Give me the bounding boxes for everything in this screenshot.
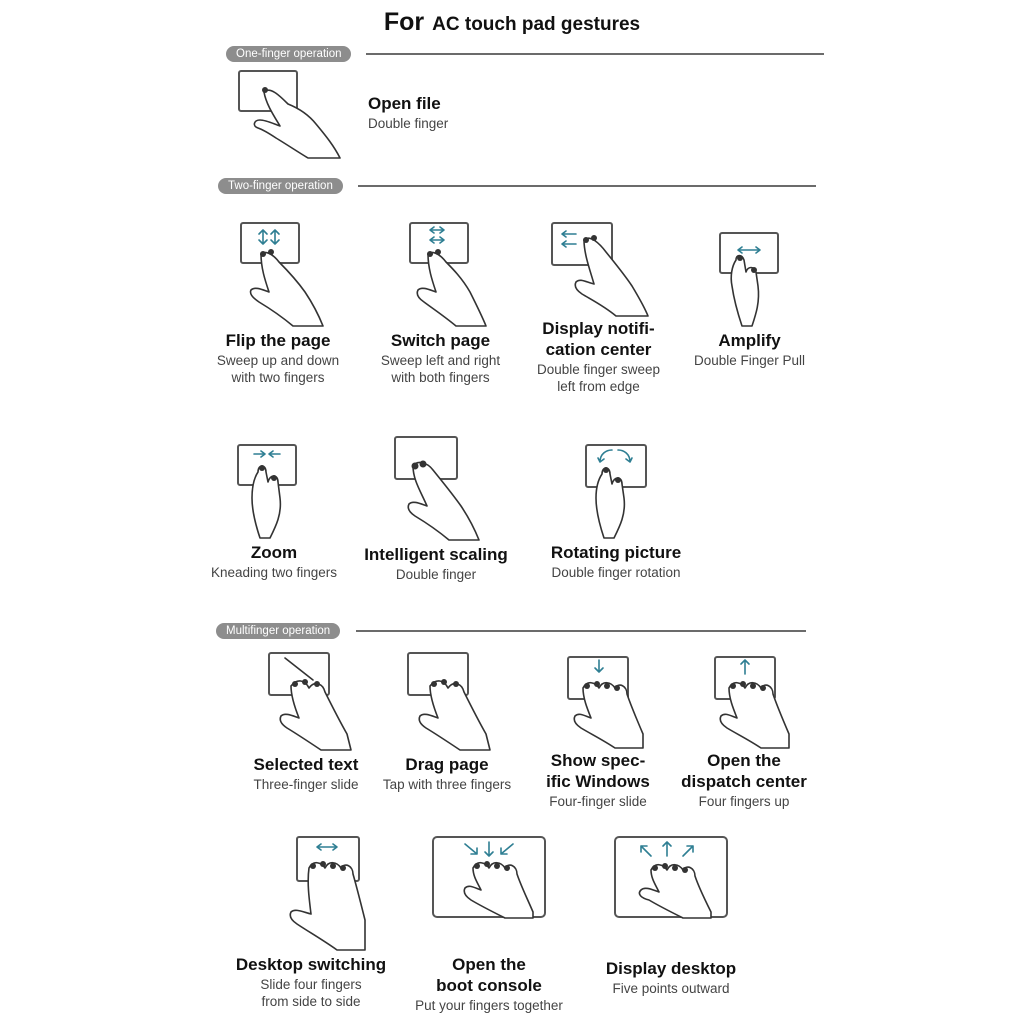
gesture-show-windows — [528, 654, 668, 810]
gesture-desc: Four fingers up — [698, 794, 790, 809]
gesture-selected-text — [236, 650, 376, 793]
gesture-name: Switch page — [390, 331, 491, 350]
hand-gesture-icon — [224, 442, 324, 542]
gesture-name: Zoom — [250, 543, 298, 562]
section-label: Two-finger operation — [218, 178, 343, 194]
gesture-name: Selected text — [253, 755, 359, 774]
hand-gesture-icon — [611, 834, 731, 920]
section-one-finger — [226, 46, 824, 62]
section-divider — [358, 185, 816, 187]
gesture-open-file — [368, 93, 508, 132]
hand-gesture-icon — [543, 654, 653, 750]
title-text: AC touch pad gestures — [432, 14, 641, 35]
gesture-desc: Double Finger Pull — [693, 353, 806, 368]
gesture-name: Flip the page — [225, 331, 331, 350]
gesture-display-desktop — [588, 834, 754, 997]
gesture-name: Intelligent scaling — [364, 545, 508, 564]
gesture-name: Rotating picture — [550, 543, 682, 562]
gesture-desc: Tap with three fingers — [382, 777, 512, 792]
hand-gesture-icon — [251, 650, 361, 754]
title-prefix: For — [383, 8, 425, 36]
gesture-name: Amplify — [718, 331, 781, 350]
hand-gesture-icon — [236, 68, 346, 163]
gesture-rotating-picture — [536, 442, 696, 581]
hand-gesture-icon — [544, 220, 654, 318]
gesture-name: Display desktop — [605, 959, 737, 978]
hand-gesture-icon — [689, 654, 799, 750]
hand-gesture-icon — [251, 834, 371, 954]
hand-gesture-icon — [392, 650, 502, 754]
gesture-desc: Double finger sweep left from edge — [536, 362, 661, 394]
page-title — [0, 8, 1024, 37]
gesture-name: Show spec- ific Windows — [546, 751, 650, 791]
hand-gesture-icon — [566, 442, 666, 542]
gesture-name: Display notifi- cation center — [542, 319, 655, 359]
gesture-name: Drag page — [405, 755, 489, 774]
hand-gesture-icon — [700, 230, 800, 330]
gesture-name: Open the boot console — [436, 955, 542, 995]
gesture-desc: Put your fingers together — [415, 998, 563, 1013]
gesture-drag-page — [374, 650, 520, 793]
gesture-name: Desktop switching — [235, 955, 387, 974]
hand-gesture-icon — [429, 834, 549, 920]
gesture-switch-page — [368, 220, 513, 386]
gesture-desc: Four-finger slide — [549, 794, 647, 809]
gesture-name: Open the dispatch center — [681, 751, 807, 791]
gesture-desc: Five points outward — [612, 981, 730, 996]
gesture-desc: Sweep left and right with both fingers — [380, 353, 501, 385]
gesture-name: Open file — [368, 94, 441, 113]
section-label: Multifinger operation — [216, 623, 340, 639]
gesture-desc: Slide four fingers from side to side — [260, 977, 362, 1009]
gesture-notification-center — [526, 220, 671, 395]
section-divider — [356, 630, 806, 632]
gesture-desc: Three-finger slide — [253, 777, 359, 792]
gesture-amplify — [682, 230, 817, 369]
gesture-desc: Kneading two fingers — [210, 565, 338, 580]
gesture-desktop-switching — [226, 834, 396, 1010]
gesture-boot-console — [404, 834, 574, 1014]
hand-gesture-icon — [381, 434, 491, 544]
section-label: One-finger operation — [226, 46, 351, 62]
hand-gesture-icon — [223, 220, 333, 330]
gesture-open-file-illustration — [236, 68, 346, 163]
gesture-desc: Double finger — [368, 116, 449, 131]
gesture-dispatch-center — [670, 654, 818, 810]
gesture-desc: Sweep up and down with two fingers — [216, 353, 340, 385]
section-two-finger — [218, 178, 816, 194]
section-divider — [366, 53, 824, 55]
gesture-zoom — [200, 442, 348, 581]
section-multi-finger — [216, 623, 806, 639]
gesture-desc: Double finger — [395, 567, 477, 582]
gesture-flip-page — [208, 220, 348, 386]
gesture-intelligent-scaling — [352, 434, 520, 583]
hand-gesture-icon — [386, 220, 496, 330]
gesture-desc: Double finger rotation — [551, 565, 681, 580]
